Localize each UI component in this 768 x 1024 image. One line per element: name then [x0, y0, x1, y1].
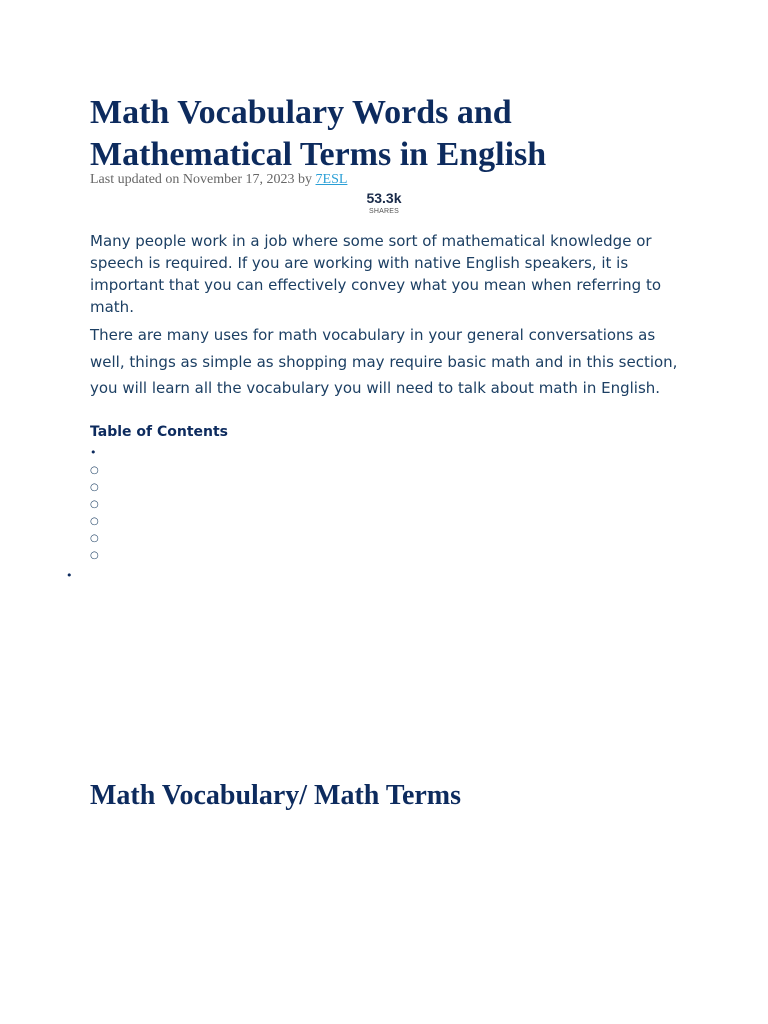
- last-updated-text: Last updated on November 17, 2023 by: [90, 172, 313, 187]
- share-counter[interactable]: [344, 190, 424, 216]
- body-paragraph: There are many uses for math vocabulary in your general conversations as well, things as simple as shopping may require basic math and in this section, you will learn all the vocabulary you will need to talk about math in English.: [90, 326, 678, 397]
- toc-bullet-filled[interactable]: •: [66, 569, 73, 582]
- toc-sub-bullet[interactable]: ○: [90, 499, 99, 510]
- toc-sub-bullet[interactable]: ○: [90, 550, 99, 561]
- toc-sub-bullet[interactable]: ○: [90, 482, 99, 493]
- toc-sub-bullet[interactable]: ○: [90, 533, 99, 544]
- share-count: 53.3k: [366, 190, 402, 206]
- intro-paragraph: Many people work in a job where some sort of mathematical knowledge or speech is required. If you are working with native English speakers, it is important that you can effectively convey what you mean when referring to math.: [90, 232, 662, 316]
- toc-bullet-filled[interactable]: •: [90, 446, 97, 459]
- page-title: Math Vocabulary Words and Mathematical Terms in English: [90, 94, 547, 173]
- toc-sub-bullet[interactable]: ○: [90, 465, 99, 476]
- author-link[interactable]: 7ESL: [315, 172, 348, 187]
- article-meta: [90, 171, 347, 189]
- section-heading: Math Vocabulary/ Math Terms: [90, 780, 462, 811]
- toc-sub-bullet[interactable]: ○: [90, 516, 99, 527]
- share-label: SHARES: [369, 208, 399, 215]
- table-of-contents-title: Table of Contents: [90, 424, 229, 440]
